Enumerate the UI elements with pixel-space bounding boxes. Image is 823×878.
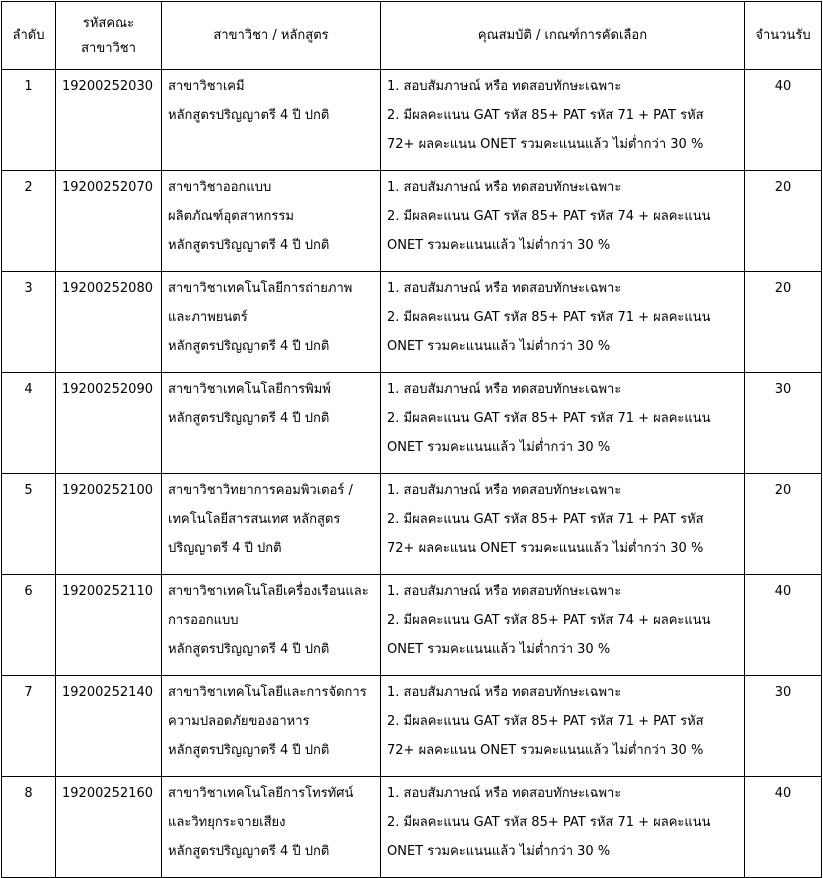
major-program bbox=[162, 373, 381, 474]
major-program bbox=[162, 70, 381, 171]
header-criteria: คุณสมบัติ / เกณฑ์การคัดเลือก bbox=[381, 2, 745, 70]
selection-criteria bbox=[381, 272, 745, 373]
criteria-line: 1. สอบสัมภาษณ์ หรือ ทดสอบทักษะเฉพาะ bbox=[387, 786, 622, 801]
major-program-line: และภาพยนตร์ bbox=[168, 310, 248, 325]
major-program-line: หลักสูตรปริญญาตรี 4 ปี ปกติ bbox=[168, 339, 330, 354]
header-code-line2: สาขาวิชา bbox=[81, 40, 136, 56]
criteria-line: 2. มีผลคะแนน GAT รหัส 85+ PAT รหัส 71 + ผลคะแนน bbox=[387, 310, 711, 325]
row-number: 4 bbox=[2, 373, 56, 474]
selection-criteria bbox=[381, 70, 745, 171]
major-program bbox=[162, 171, 381, 272]
major-program-line: สาขาวิชาเทคโนโลยีการพิมพ์ bbox=[168, 382, 331, 397]
table-row bbox=[2, 171, 822, 272]
row-number: 6 bbox=[2, 575, 56, 676]
major-program-line: หลักสูตรปริญญาตรี 4 ปี ปกติ bbox=[168, 238, 330, 253]
criteria-line: 2. มีผลคะแนน GAT รหัส 85+ PAT รหัส 71 + PAT รหัส bbox=[387, 108, 704, 123]
table-row bbox=[2, 70, 822, 171]
selection-criteria bbox=[381, 474, 745, 575]
header-seats: จำนวนรับ bbox=[745, 2, 822, 70]
criteria-line: 72+ ผลคะแนน ONET รวมคะแนนแล้ว ไม่ต่ำกว่า 30 % bbox=[387, 743, 704, 758]
header-no: ลำดับ bbox=[2, 2, 56, 70]
major-program-line: การออกแบบ bbox=[168, 613, 239, 628]
major-code: 19200252100 bbox=[56, 474, 162, 575]
criteria-line: 1. สอบสัมภาษณ์ หรือ ทดสอบทักษะเฉพาะ bbox=[387, 483, 622, 498]
table-row bbox=[2, 373, 822, 474]
table-row bbox=[2, 474, 822, 575]
major-program-line: หลักสูตรปริญญาตรี 4 ปี ปกติ bbox=[168, 108, 330, 123]
seats-count: 40 bbox=[745, 777, 822, 878]
criteria-line: ONET รวมคะแนนแล้ว ไม่ต่ำกว่า 30 % bbox=[387, 238, 611, 253]
major-program-line: หลักสูตรปริญญาตรี 4 ปี ปกติ bbox=[168, 642, 330, 657]
row-number: 1 bbox=[2, 70, 56, 171]
major-program bbox=[162, 575, 381, 676]
selection-criteria bbox=[381, 373, 745, 474]
seats-count: 20 bbox=[745, 171, 822, 272]
criteria-line: 2. มีผลคะแนน GAT รหัส 85+ PAT รหัส 74 + ผลคะแนน bbox=[387, 613, 711, 628]
major-program-line: ปริญญาตรี 4 ปี ปกติ bbox=[168, 541, 282, 556]
major-code: 19200252140 bbox=[56, 676, 162, 777]
selection-criteria bbox=[381, 777, 745, 878]
seats-count: 20 bbox=[745, 272, 822, 373]
criteria-line: 72+ ผลคะแนน ONET รวมคะแนนแล้ว ไม่ต่ำกว่า 30 % bbox=[387, 137, 704, 152]
table-row bbox=[2, 272, 822, 373]
major-program-line: สาขาวิชาเทคโนโลยีเครื่องเรือนและ bbox=[168, 584, 369, 599]
major-program-line: หลักสูตรปริญญาตรี 4 ปี ปกติ bbox=[168, 411, 330, 426]
seats-count: 20 bbox=[745, 474, 822, 575]
admissions-table bbox=[1, 1, 822, 878]
major-program bbox=[162, 676, 381, 777]
major-program bbox=[162, 474, 381, 575]
major-program-line: ความปลอดภัยของอาหาร bbox=[168, 714, 310, 729]
criteria-line: 1. สอบสัมภาษณ์ หรือ ทดสอบทักษะเฉพาะ bbox=[387, 180, 622, 195]
seats-count: 40 bbox=[745, 575, 822, 676]
table-row bbox=[2, 777, 822, 878]
selection-criteria bbox=[381, 171, 745, 272]
criteria-line: 1. สอบสัมภาษณ์ หรือ ทดสอบทักษะเฉพาะ bbox=[387, 79, 622, 94]
major-program-line: และวิทยุกระจายเสียง bbox=[168, 815, 286, 830]
major-program-line: หลักสูตรปริญญาตรี 4 ปี ปกติ bbox=[168, 743, 330, 758]
criteria-line: 1. สอบสัมภาษณ์ หรือ ทดสอบทักษะเฉพาะ bbox=[387, 382, 622, 397]
seats-count: 40 bbox=[745, 70, 822, 171]
row-number: 7 bbox=[2, 676, 56, 777]
header-row bbox=[2, 2, 822, 70]
major-program-line: สาขาวิชาออกแบบ bbox=[168, 180, 272, 195]
table-row bbox=[2, 575, 822, 676]
header-code-line1: รหัสคณะ bbox=[82, 15, 135, 31]
major-program bbox=[162, 777, 381, 878]
row-number: 3 bbox=[2, 272, 56, 373]
table-row bbox=[2, 676, 822, 777]
major-program-line: สาขาวิชาวิทยาการคอมพิวเตอร์ / bbox=[168, 483, 353, 498]
criteria-line: ONET รวมคะแนนแล้ว ไม่ต่ำกว่า 30 % bbox=[387, 339, 611, 354]
selection-criteria bbox=[381, 676, 745, 777]
major-code: 19200252090 bbox=[56, 373, 162, 474]
row-number: 8 bbox=[2, 777, 56, 878]
row-number: 5 bbox=[2, 474, 56, 575]
criteria-line: 2. มีผลคะแนน GAT รหัส 85+ PAT รหัส 71 + ผลคะแนน bbox=[387, 411, 711, 426]
major-program-line: เทคโนโลยีสารสนเทศ หลักสูตร bbox=[168, 512, 341, 527]
selection-criteria bbox=[381, 575, 745, 676]
row-number: 2 bbox=[2, 171, 56, 272]
criteria-line: ONET รวมคะแนนแล้ว ไม่ต่ำกว่า 30 % bbox=[387, 844, 611, 859]
major-code: 19200252070 bbox=[56, 171, 162, 272]
criteria-line: 2. มีผลคะแนน GAT รหัส 85+ PAT รหัส 71 + PAT รหัส bbox=[387, 512, 704, 527]
major-code: 19200252110 bbox=[56, 575, 162, 676]
criteria-line: ONET รวมคะแนนแล้ว ไม่ต่ำกว่า 30 % bbox=[387, 440, 611, 455]
criteria-line: 1. สอบสัมภาษณ์ หรือ ทดสอบทักษะเฉพาะ bbox=[387, 584, 622, 599]
criteria-line: 72+ ผลคะแนน ONET รวมคะแนนแล้ว ไม่ต่ำกว่า 30 % bbox=[387, 541, 704, 556]
major-program-line: หลักสูตรปริญญาตรี 4 ปี ปกติ bbox=[168, 844, 330, 859]
criteria-line: ONET รวมคะแนนแล้ว ไม่ต่ำกว่า 30 % bbox=[387, 642, 611, 657]
seats-count: 30 bbox=[745, 676, 822, 777]
major-program-line: สาขาวิชาเทคโนโลยีการโทรทัศน์ bbox=[168, 786, 354, 801]
major-code: 19200252030 bbox=[56, 70, 162, 171]
seats-count: 30 bbox=[745, 373, 822, 474]
major-program-line: สาขาวิชาเทคโนโลยีการถ่ายภาพ bbox=[168, 281, 353, 296]
major-program-line: ผลิตภัณฑ์อุตสาหกรรม bbox=[168, 209, 294, 224]
major-code: 19200252080 bbox=[56, 272, 162, 373]
criteria-line: 1. สอบสัมภาษณ์ หรือ ทดสอบทักษะเฉพาะ bbox=[387, 685, 622, 700]
header-code bbox=[56, 2, 162, 70]
criteria-line: 2. มีผลคะแนน GAT รหัส 85+ PAT รหัส 74 + ผลคะแนน bbox=[387, 209, 711, 224]
criteria-line: 2. มีผลคะแนน GAT รหัส 85+ PAT รหัส 71 + ผลคะแนน bbox=[387, 815, 711, 830]
major-program bbox=[162, 272, 381, 373]
criteria-line: 1. สอบสัมภาษณ์ หรือ ทดสอบทักษะเฉพาะ bbox=[387, 281, 622, 296]
major-program-line: สาขาวิชาเคมี bbox=[168, 79, 245, 94]
major-code: 19200252160 bbox=[56, 777, 162, 878]
header-major: สาขาวิชา / หลักสูตร bbox=[162, 2, 381, 70]
major-program-line: สาขาวิชาเทคโนโลยีและการจัดการ bbox=[168, 685, 367, 700]
criteria-line: 2. มีผลคะแนน GAT รหัส 85+ PAT รหัส 71 + PAT รหัส bbox=[387, 714, 704, 729]
